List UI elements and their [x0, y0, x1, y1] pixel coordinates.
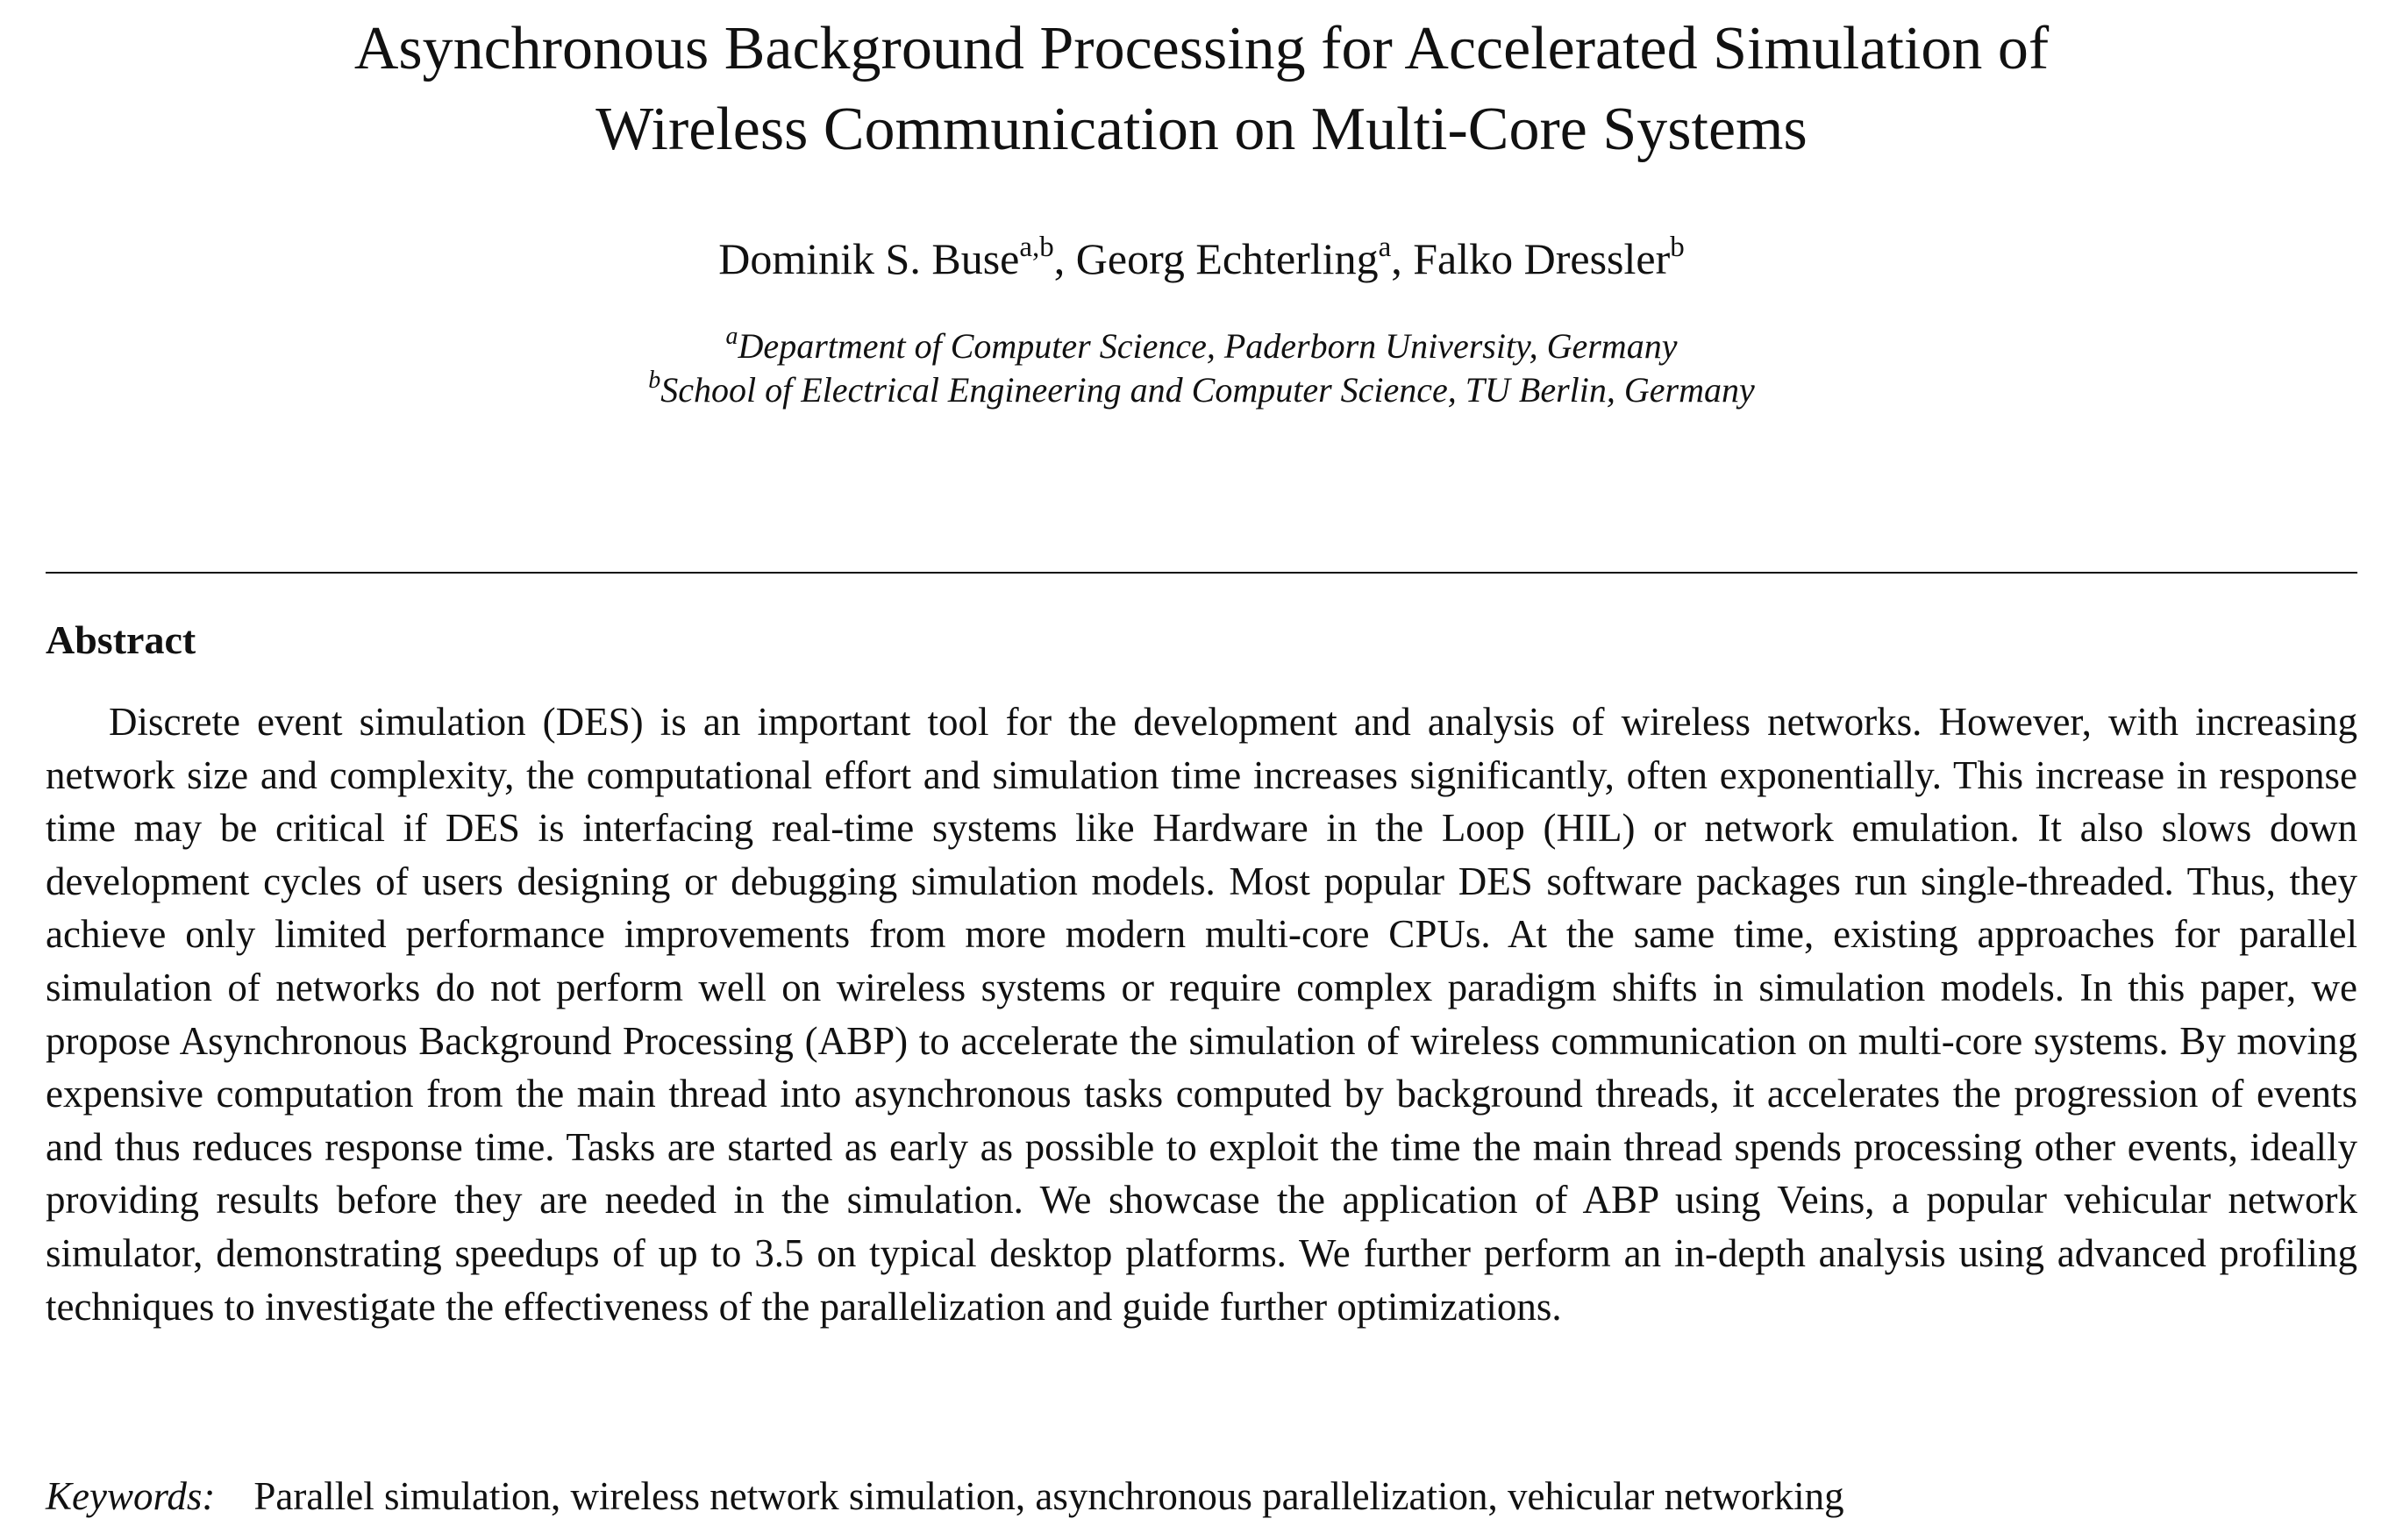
author-list: [0, 230, 2403, 288]
abstract-text: Discrete event simulation (DES) is an important tool for the development and analysis of wireless networks. However, with increasing network size and complexity, the computational effort and simulation time increases significantly, often exponentially. This increase in response time may be critical if DES is interfacing real-time systems like Hardware in the Loop (HIL) or network emulation. It also slows down development cycles of users designing or debugging simulation models. Most popular DES software packages run single-threaded. Thus, they achieve only limited performance improvements from more modern multi-core CPUs. At the same time, existing approaches for parallel simulation of networks do not perform well on wireless systems or require complex paradigm shifts in simulation models. In this paper, we propose Asynchronous Background Processing (ABP) to accelerate the simulation of wireless communication on multi-core systems. By moving expensive computation from the main thread into asynchronous tasks computed by background threads, it accelerates the progression of events and thus reduces response time. Tasks are started as early as possible to exploit the time the main thread spends processing other events, ideally providing results before they are needed in the simulation. We showcase the application of ABP using Veins, a popular vehicular network simulator, demonstrating speedups of up to 3.5 on typical desktop platforms. We further perform an in-depth analysis using advanced profiling techniques to investigate the effectiveness of the parallelization and guide further optimizations.: [46, 700, 2357, 1329]
paper-title: [0, 9, 2403, 170]
affiliation-text: School of Electrical Engineering and Computer Science, TU Berlin, Germany: [660, 370, 1755, 410]
keywords-text: Parallel simulation, wireless network simulation, asynchronous parallelization, vehicular networking: [253, 1474, 1844, 1518]
paper-title-line-1: Asynchronous Background Processing for Accelerated Simulation of: [353, 15, 2050, 82]
author-separator: ,: [1391, 234, 1414, 283]
affiliation-b: [0, 368, 2403, 412]
author-1: [718, 234, 1076, 283]
keywords: [46, 1470, 2357, 1522]
author-separator: ,: [1053, 234, 1076, 283]
affiliation-a: [0, 324, 2403, 368]
author-3: [1413, 234, 1685, 283]
keywords-label: Keywords:: [46, 1474, 216, 1518]
affiliation-list: [0, 324, 2403, 412]
author-affiliation-mark: a,b: [1019, 232, 1054, 263]
abstract-body: [46, 695, 2357, 1333]
author-affiliation-mark: a: [1378, 232, 1392, 263]
author-name: Falko Dressler: [1413, 234, 1671, 283]
abstract-heading: Abstract: [46, 617, 196, 662]
paper-title-line-2: Wireless Communication on Multi-Core Systems: [595, 96, 1808, 163]
author-name: Dominik S. Buse: [718, 234, 1020, 283]
author-2: [1076, 234, 1413, 283]
author-name: Georg Echterling: [1075, 234, 1379, 283]
affiliation-mark: b: [648, 367, 661, 394]
affiliation-mark: a: [725, 323, 738, 350]
section-divider: [46, 572, 2357, 574]
affiliation-text: Department of Computer Science, Paderborn University, Germany: [738, 326, 1678, 366]
author-affiliation-mark: b: [1670, 232, 1685, 263]
